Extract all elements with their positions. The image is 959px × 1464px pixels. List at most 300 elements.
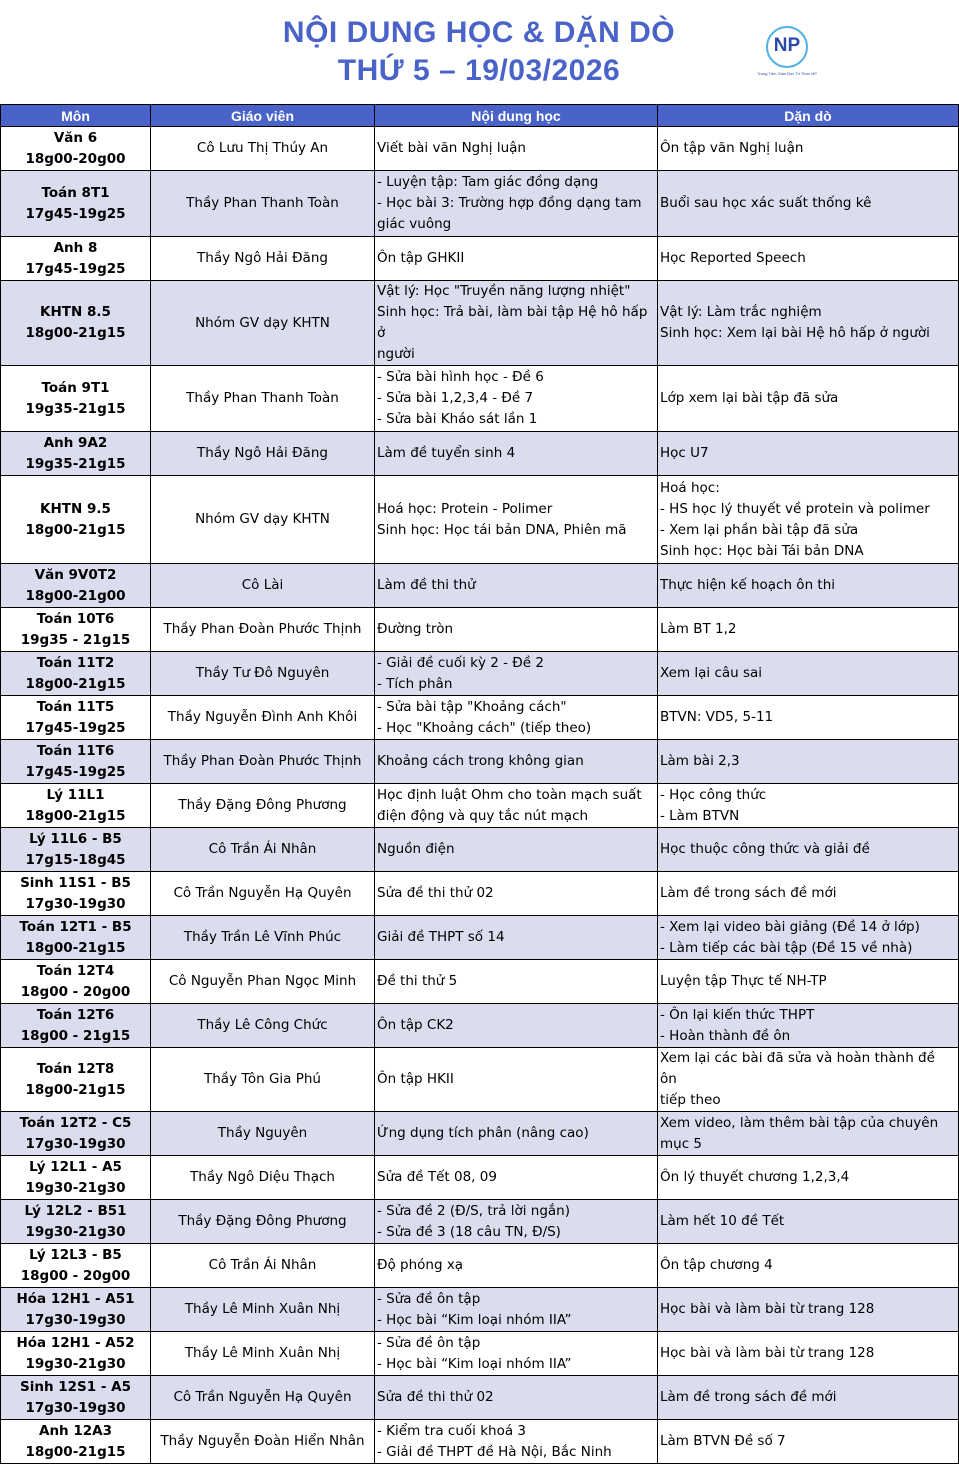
content-cell — [375, 1244, 658, 1288]
teacher-cell-text: Cô Trần Ái Nhân — [208, 1257, 317, 1273]
table-row — [1, 872, 959, 916]
teacher-cell — [151, 1156, 375, 1200]
content-cell-line: - Luyện tập: Tam giác đồng dạng — [377, 174, 599, 190]
content-cell — [375, 127, 658, 171]
content-cell-line: - Sửa đề ôn tập — [377, 1290, 481, 1307]
table-header-row — [1, 105, 959, 127]
teacher-cell-text: Thầy Ngô Hải Đăng — [197, 250, 328, 266]
content-cell-line: Ôn tập GHKII — [377, 250, 465, 266]
homework-cell — [658, 1288, 959, 1332]
content-cell — [375, 960, 658, 1004]
subject-cell-line: Lý 12L3 - B5 — [29, 1246, 122, 1263]
teacher-cell — [151, 784, 375, 828]
teacher-cell-text: Cô Lài — [241, 577, 284, 593]
teacher-cell — [151, 1376, 375, 1420]
table-row — [1, 281, 959, 366]
logo-text: NP — [773, 35, 801, 56]
table-row — [1, 237, 959, 281]
table-row — [1, 652, 959, 696]
homework-cell-line: - Xem lại phần bài tập đã sửa — [660, 521, 859, 538]
homework-cell-line: Lớp xem lại bài tập đã sửa — [660, 390, 839, 406]
content-cell — [375, 281, 658, 366]
subject-cell — [1, 696, 151, 740]
table-row — [1, 608, 959, 652]
homework-cell — [658, 1004, 959, 1048]
subject-cell-line: 18g00-21g15 — [25, 1081, 126, 1098]
table-row — [1, 1112, 959, 1156]
subject-cell-line: KHTN 9.5 — [40, 500, 111, 517]
content-cell-line: Khoảng cách trong không gian — [377, 753, 584, 769]
teacher-cell — [151, 652, 375, 696]
teacher-cell-text: Thầy Ngô Hải Đăng — [197, 445, 328, 461]
homework-cell-line: - Làm BTVN — [660, 807, 740, 824]
content-cell — [375, 916, 658, 960]
content-cell-line: Sửa đề thi thử 02 — [377, 1389, 494, 1405]
homework-cell-line: BTVN: VD5, 5-11 — [660, 709, 774, 725]
teacher-cell — [151, 1048, 375, 1112]
teacher-cell — [151, 237, 375, 281]
teacher-cell — [151, 1200, 375, 1244]
homework-cell-line: Xem lại câu sai — [660, 665, 763, 681]
content-cell-line: Hoá học: Protein - Polimer — [377, 500, 553, 517]
homework-cell-line: - Xem lại video bài giảng (Đề 14 ở lớp) — [660, 918, 920, 935]
teacher-cell-text: Thầy Phan Thanh Toàn — [186, 195, 339, 211]
teacher-cell — [151, 828, 375, 872]
teacher-cell — [151, 281, 375, 366]
content-cell-line: - Giải đề THPT đề Hà Nội, Bắc Ninh — [377, 1443, 612, 1460]
homework-cell-line: Buổi sau học xác suất thống kê — [660, 195, 872, 211]
content-cell-line: Ứng dụng tích phân (nâng cao) — [377, 1125, 589, 1141]
subject-cell-line: Toán 12T6 — [36, 1006, 115, 1023]
subject-cell — [1, 784, 151, 828]
teacher-cell — [151, 872, 375, 916]
column-header-content: Nội dung học — [375, 105, 658, 127]
content-cell — [375, 784, 658, 828]
subject-cell-line: 18g00-21g15 — [25, 1443, 126, 1460]
content-cell-line: - Sửa đề 2 (Đ/S, trả lời ngắn) — [377, 1202, 571, 1219]
table-row — [1, 1156, 959, 1200]
subject-cell-line: 18g00 - 21g15 — [20, 1027, 131, 1044]
subject-cell-line: Toán 11T2 — [36, 654, 115, 671]
homework-cell — [658, 1332, 959, 1376]
homework-cell — [658, 696, 959, 740]
teacher-cell — [151, 916, 375, 960]
content-cell-line: Làm đề tuyển sinh 4 — [377, 445, 516, 461]
teacher-cell-text: Cô Lưu Thị Thúy An — [196, 140, 329, 156]
teacher-cell-text: Thầy Tôn Gia Phú — [204, 1071, 321, 1087]
homework-cell-line: Làm BT 1,2 — [660, 621, 737, 637]
subject-cell-line: 17g30-19g30 — [25, 895, 126, 912]
homework-cell-line: Sinh học: Học bài Tái bản DNA — [660, 542, 864, 559]
homework-cell — [658, 127, 959, 171]
subject-cell-line: 18g00-21g00 — [25, 587, 126, 604]
table-row — [1, 1244, 959, 1288]
homework-cell-line: Làm hết 10 đề Tết — [660, 1213, 785, 1229]
table-row — [1, 1376, 959, 1420]
content-cell-line: Sinh học: Học tái bản DNA, Phiên mã — [377, 521, 627, 538]
teacher-cell — [151, 1420, 375, 1464]
homework-cell — [658, 740, 959, 784]
homework-cell-line: - Ôn lại kiến thức THPT — [660, 1006, 815, 1023]
subject-cell — [1, 476, 151, 564]
teacher-cell — [151, 171, 375, 237]
subject-cell-line: 18g00-21g15 — [25, 675, 126, 692]
content-cell — [375, 432, 658, 476]
subject-cell — [1, 1112, 151, 1156]
page-title: NỘI DUNG HỌC & DẶN DÒ — [282, 16, 676, 49]
subject-cell-line: 17g30-19g30 — [25, 1311, 126, 1328]
content-cell-line: - Tích phân — [377, 675, 453, 692]
table-row — [1, 366, 959, 432]
content-cell-line: Giải đề THPT số 14 — [377, 929, 505, 945]
subject-cell-line: Văn 9V0T2 — [34, 566, 117, 583]
content-cell-line: - Học bài 3: Trường hợp đồng dạng tam — [377, 195, 642, 211]
content-cell — [375, 237, 658, 281]
subject-cell-line: 17g45-19g25 — [25, 719, 126, 736]
teacher-cell — [151, 608, 375, 652]
subject-cell — [1, 432, 151, 476]
teacher-cell — [151, 1332, 375, 1376]
content-cell — [375, 696, 658, 740]
teacher-cell-text: Thầy Lê Công Chức — [197, 1017, 328, 1033]
subject-cell — [1, 237, 151, 281]
subject-cell-line: 19g35-21g15 — [25, 400, 126, 417]
homework-cell-line: Vật lý: Làm trắc nghiệm — [660, 304, 822, 320]
teacher-cell — [151, 740, 375, 784]
content-cell — [375, 652, 658, 696]
table-row — [1, 1420, 959, 1464]
homework-cell-line: Học bài và làm bài từ trang 128 — [660, 1345, 875, 1361]
homework-cell — [658, 872, 959, 916]
subject-cell-line: 19g35-21g15 — [25, 455, 126, 472]
content-cell-line: Vật lý: Học "Truyền năng lượng nhiệt" — [377, 283, 631, 299]
homework-cell — [658, 432, 959, 476]
teacher-cell — [151, 1112, 375, 1156]
content-cell-line: - Sửa đề ôn tập — [377, 1334, 481, 1351]
teacher-cell — [151, 960, 375, 1004]
teacher-cell — [151, 476, 375, 564]
homework-cell-line: Sinh học: Xem lại bài Hệ hô hấp ở người — [660, 325, 930, 341]
subject-cell-line: Toán 8T1 — [41, 184, 110, 201]
content-cell-line: điện động và quy tắc nút mạch — [377, 807, 589, 824]
content-cell-line: Sinh học: Trả bài, làm bài tập Hệ hô hấp ở — [377, 304, 648, 341]
content-cell — [375, 740, 658, 784]
homework-cell — [658, 1048, 959, 1112]
subject-cell — [1, 960, 151, 1004]
content-cell-line: Sửa đề thi thử 02 — [377, 885, 494, 901]
teacher-cell-text: Nhóm GV dạy KHTN — [195, 511, 330, 527]
subject-cell-line: Toán 12T1 - B5 — [19, 918, 132, 935]
teacher-cell — [151, 1004, 375, 1048]
subject-cell-line: 17g15-18g45 — [25, 851, 126, 868]
content-cell-line: - Sửa đề 3 (18 câu TN, Đ/S) — [377, 1223, 561, 1240]
subject-cell-line: Sinh 11S1 - B5 — [20, 874, 131, 891]
content-cell-line: Sửa đề Tết 08, 09 — [377, 1169, 497, 1185]
homework-cell — [658, 652, 959, 696]
homework-cell-line: Ôn tập chương 4 — [660, 1257, 773, 1273]
homework-cell — [658, 1200, 959, 1244]
content-cell-line: - Sửa bài 1,2,3,4 - Đề 7 — [377, 390, 534, 406]
content-cell-line: giác vuông — [377, 216, 452, 232]
content-cell — [375, 1004, 658, 1048]
subject-cell-line: 18g00-21g15 — [25, 521, 126, 538]
subject-cell — [1, 1332, 151, 1376]
homework-cell — [658, 564, 959, 608]
content-cell — [375, 171, 658, 237]
homework-cell — [658, 784, 959, 828]
subject-cell — [1, 1004, 151, 1048]
column-header-homework: Dặn dò — [658, 105, 959, 127]
homework-cell — [658, 171, 959, 237]
table-row — [1, 696, 959, 740]
homework-cell — [658, 1244, 959, 1288]
subject-cell-line: 18g00-21g15 — [25, 325, 126, 341]
table-row — [1, 1332, 959, 1376]
content-cell-line: người — [377, 346, 415, 362]
content-cell-line: Làm đề thi thử — [377, 577, 476, 593]
table-row — [1, 171, 959, 237]
logo-caption: Trung Tâm Giáo Dục Tri Thức NP — [757, 71, 817, 76]
content-cell-line: Độ phóng xạ — [377, 1257, 464, 1273]
table-row — [1, 784, 959, 828]
subject-cell-line: Lý 12L1 - A5 — [29, 1158, 122, 1175]
teacher-cell — [151, 432, 375, 476]
homework-cell-line: Thực hiện kế hoạch ôn thi — [660, 577, 836, 593]
subject-cell-line: 18g00-21g15 — [25, 807, 126, 824]
subject-cell-line: 17g45-19g25 — [25, 763, 126, 780]
teacher-cell — [151, 1288, 375, 1332]
content-cell-line: Viết bài văn Nghị luận — [377, 140, 526, 156]
subject-cell — [1, 564, 151, 608]
subject-cell-line: 17g45-19g25 — [25, 205, 126, 222]
teacher-cell-text: Thầy Đặng Đông Phương — [178, 1213, 347, 1229]
table-row — [1, 828, 959, 872]
content-cell — [375, 476, 658, 564]
page-subtitle-date: THỨ 5 – 19/03/2026 — [337, 54, 621, 87]
homework-cell — [658, 366, 959, 432]
subject-cell-line: Anh 9A2 — [43, 434, 108, 451]
homework-cell-line: tiếp theo — [660, 1092, 721, 1108]
homework-cell — [658, 1420, 959, 1464]
content-cell-line: - Học bài “Kim loại nhóm IIA” — [377, 1311, 572, 1328]
subject-cell-line: Anh 8 — [53, 239, 98, 256]
table-body — [1, 127, 959, 1464]
teacher-cell-text: Cô Trần Ái Nhân — [208, 841, 317, 857]
content-cell-line: - Học bài “Kim loại nhóm IIA” — [377, 1355, 572, 1372]
content-cell-line: - Học "Khoảng cách" (tiếp theo) — [377, 719, 592, 736]
column-header-teacher: Giáo viên — [151, 105, 375, 127]
homework-cell — [658, 608, 959, 652]
homework-cell-line: Xem video, làm thêm bài tập của chuyên — [660, 1114, 939, 1131]
homework-cell — [658, 1156, 959, 1200]
content-cell — [375, 1112, 658, 1156]
subject-cell-line: Toán 9T1 — [41, 379, 110, 396]
homework-cell-line: - HS học lý thuyết về protein và polimer — [660, 500, 930, 517]
header — [0, 0, 958, 104]
content-cell — [375, 1048, 658, 1112]
subject-cell — [1, 171, 151, 237]
subject-cell-line: Lý 12L2 - B51 — [24, 1202, 127, 1219]
teacher-cell-text: Thầy Phan Đoàn Phước Thịnh — [163, 621, 362, 637]
homework-cell — [658, 281, 959, 366]
table-row — [1, 432, 959, 476]
content-cell — [375, 564, 658, 608]
homework-cell — [658, 237, 959, 281]
homework-cell-line: - Hoàn thành đề ôn — [660, 1027, 791, 1044]
table-row — [1, 1288, 959, 1332]
logo — [752, 26, 832, 82]
homework-cell-line: Học U7 — [660, 445, 709, 461]
content-cell — [375, 366, 658, 432]
content-cell-line: Đề thi thử 5 — [377, 973, 458, 989]
content-cell — [375, 1420, 658, 1464]
content-cell — [375, 1200, 658, 1244]
teacher-cell-text: Thầy Phan Đoàn Phước Thịnh — [163, 753, 362, 769]
subject-cell-line: Lý 11L6 - B5 — [29, 830, 122, 847]
subject-cell-line: 18g00 - 20g00 — [20, 983, 131, 1000]
content-cell-line: - Sửa bài hình học - Đề 6 — [377, 369, 544, 385]
teacher-cell — [151, 1244, 375, 1288]
table-row — [1, 127, 959, 171]
homework-cell-line: Hoá học: — [660, 479, 720, 496]
homework-cell-line: - Học công thức — [660, 786, 767, 803]
homework-cell — [658, 1112, 959, 1156]
homework-cell-line: Làm BTVN Đề số 7 — [660, 1433, 786, 1449]
homework-cell — [658, 828, 959, 872]
subject-cell-line: Lý 11L1 — [46, 786, 105, 803]
schedule-table — [0, 104, 959, 1464]
teacher-cell-text: Nhóm GV dạy KHTN — [195, 314, 330, 331]
subject-cell — [1, 740, 151, 784]
subject-cell-line: 18g00 - 20g00 — [20, 1267, 131, 1284]
homework-cell-line: Xem lại các bài đã sửa và hoàn thành đề ôn — [660, 1050, 935, 1087]
teacher-cell-text: Cô Trần Nguyễn Hạ Quyên — [173, 1389, 352, 1405]
content-cell — [375, 872, 658, 916]
subject-cell — [1, 366, 151, 432]
homework-cell-line: Làm đề trong sách đề mới — [660, 1389, 837, 1405]
content-cell-line: - Kiểm tra cuối khoá 3 — [377, 1422, 526, 1439]
table-row — [1, 916, 959, 960]
subject-cell — [1, 1048, 151, 1112]
homework-cell-line: Làm bài 2,3 — [660, 753, 740, 769]
subject-cell-line: Sinh 12S1 - A5 — [19, 1378, 132, 1395]
content-cell — [375, 608, 658, 652]
subject-cell-line: Hóa 12H1 - A52 — [16, 1334, 135, 1351]
subject-cell — [1, 1200, 151, 1244]
subject-cell-line: 19g30-21g30 — [25, 1355, 126, 1372]
homework-cell-line: mục 5 — [660, 1135, 703, 1152]
homework-cell-line: Luyện tập Thực tế NH-TP — [660, 973, 827, 989]
subject-cell-line: 17g30-19g30 — [25, 1135, 126, 1152]
teacher-cell-text: Thầy Lê Minh Xuân Nhị — [184, 1301, 341, 1317]
subject-cell — [1, 1376, 151, 1420]
subject-cell-line: 19g35 - 21g15 — [20, 631, 131, 648]
subject-cell — [1, 281, 151, 366]
table-row — [1, 476, 959, 564]
subject-cell — [1, 1420, 151, 1464]
teacher-cell — [151, 564, 375, 608]
content-cell — [375, 828, 658, 872]
teacher-cell — [151, 127, 375, 171]
subject-cell — [1, 916, 151, 960]
homework-cell — [658, 476, 959, 564]
content-cell-line: - Giải đề cuối kỳ 2 - Đề 2 — [377, 654, 544, 671]
subject-cell-line: KHTN 8.5 — [40, 304, 111, 320]
subject-cell — [1, 652, 151, 696]
teacher-cell-text: Thầy Đặng Đông Phương — [178, 797, 347, 813]
teacher-cell-text: Thầy Nguyễn Đoàn Hiển Nhân — [160, 1433, 365, 1449]
subject-cell-line: 18g00-20g00 — [25, 150, 126, 167]
content-cell-line: Ôn tập HKII — [377, 1071, 454, 1087]
subject-cell — [1, 1156, 151, 1200]
content-cell — [375, 1156, 658, 1200]
homework-cell-line: Làm đề trong sách đề mới — [660, 885, 837, 901]
subject-cell — [1, 828, 151, 872]
teacher-cell-text: Thầy Phan Thanh Toàn — [186, 390, 339, 406]
subject-cell-line: Văn 6 — [53, 129, 98, 146]
subject-cell-line: 17g30-19g30 — [25, 1399, 126, 1416]
homework-cell — [658, 1376, 959, 1420]
table-row — [1, 564, 959, 608]
subject-cell-line: 17g45-19g25 — [25, 260, 126, 277]
teacher-cell-text: Thầy Lê Minh Xuân Nhị — [184, 1345, 341, 1361]
column-header-subject: Môn — [1, 105, 151, 127]
teacher-cell-text: Thầy Nguyễn Đình Anh Khôi — [167, 709, 358, 725]
subject-cell — [1, 608, 151, 652]
subject-cell-line: Toán 12T2 - C5 — [19, 1114, 132, 1131]
table-row — [1, 1004, 959, 1048]
content-cell — [375, 1332, 658, 1376]
content-cell-line: - Sửa bài tập "Khoảng cách" — [377, 698, 567, 715]
table-row — [1, 1048, 959, 1112]
content-cell-line: Nguồn điện — [377, 841, 455, 857]
subject-cell-line: Toán 11T5 — [36, 698, 115, 715]
content-cell-line: Học định luật Ohm cho toàn mạch suất — [377, 786, 642, 803]
subject-cell-line: Hóa 12H1 - A51 — [16, 1290, 135, 1307]
subject-cell-line: Toán 11T6 — [36, 742, 115, 759]
content-cell — [375, 1376, 658, 1420]
subject-cell — [1, 1288, 151, 1332]
teacher-cell-text: Thầy Ngô Diệu Thạch — [190, 1169, 335, 1185]
subject-cell — [1, 872, 151, 916]
subject-cell-line: 18g00-21g15 — [25, 939, 126, 956]
teacher-cell-text: Cô Nguyễn Phan Ngọc Minh — [168, 973, 357, 989]
teacher-cell-text: Thầy Tư Đô Nguyên — [195, 665, 330, 681]
homework-cell-line: Học bài và làm bài từ trang 128 — [660, 1301, 875, 1317]
teacher-cell — [151, 696, 375, 740]
subject-cell — [1, 127, 151, 171]
homework-cell-line: Ôn lý thuyết chương 1,2,3,4 — [660, 1169, 850, 1185]
teacher-cell-text: Cô Trần Nguyễn Hạ Quyên — [173, 885, 352, 901]
table-row — [1, 960, 959, 1004]
content-cell-line: Đường tròn — [377, 621, 454, 637]
subject-cell-line: Toán 12T4 — [36, 962, 115, 979]
teacher-cell-text: Thầy Trần Lê Vĩnh Phúc — [183, 929, 342, 945]
homework-cell-line: Ôn tập văn Nghị luận — [660, 140, 804, 156]
subject-cell-line: Anh 12A3 — [39, 1422, 112, 1439]
table-row — [1, 740, 959, 784]
teacher-cell-text: Thầy Nguyên — [217, 1125, 308, 1141]
subject-cell-line: Toán 12T8 — [36, 1060, 115, 1077]
subject-cell-line: Toán 10T6 — [36, 610, 115, 627]
homework-cell-line: Học Reported Speech — [660, 250, 806, 266]
table-row — [1, 1200, 959, 1244]
subject-cell-line: 19g30-21g30 — [25, 1179, 126, 1196]
subject-cell-line: 19g30-21g30 — [25, 1223, 126, 1240]
content-cell-line: - Sửa bài Kháo sát lần 1 — [377, 411, 538, 427]
content-cell-line: Ôn tập CK2 — [377, 1017, 454, 1033]
subject-cell — [1, 1244, 151, 1288]
